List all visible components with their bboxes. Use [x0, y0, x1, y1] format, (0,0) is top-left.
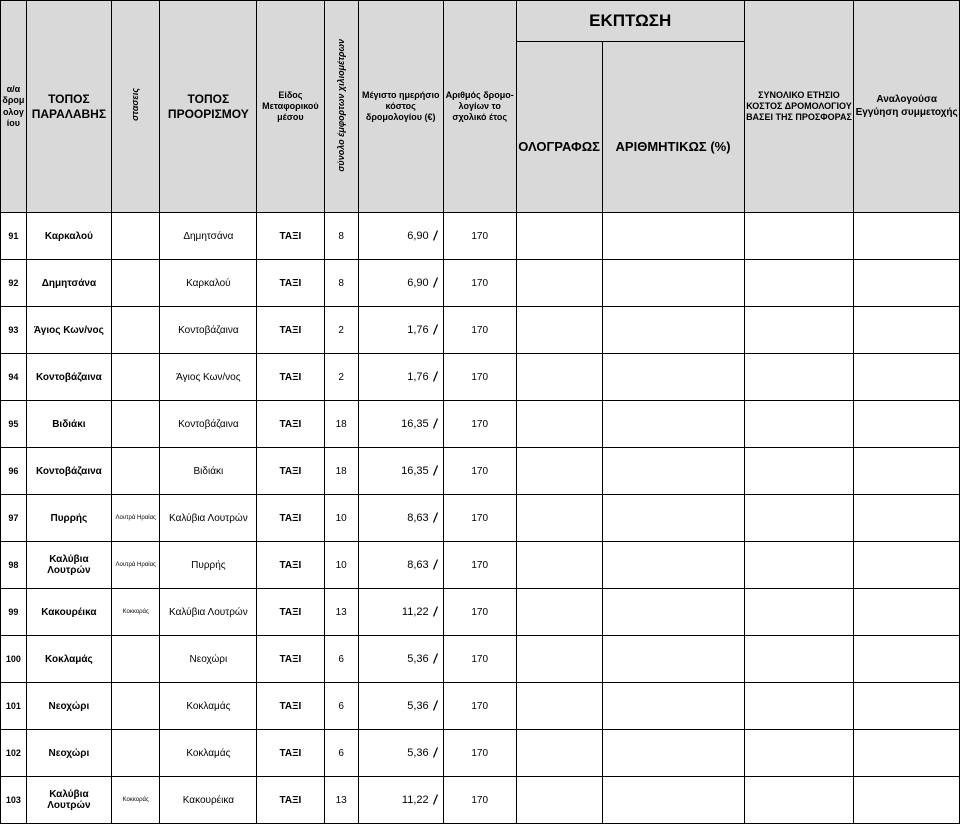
row-number-value: 96	[8, 466, 19, 476]
total-annual-cost-cell	[744, 307, 854, 354]
loaded-km-cell	[324, 777, 358, 824]
row-number-value: 94	[8, 372, 19, 382]
row-number-value: 103	[5, 795, 21, 805]
euro-icon	[432, 418, 439, 428]
euro-icon	[432, 700, 439, 710]
guarantee-cell	[854, 683, 960, 730]
discount-numeric-cell	[602, 542, 744, 589]
destination-value: Κοκλαμάς	[186, 700, 231, 712]
header-loaded-km-label: σύνολο έμφορτων χιλιομέτρων	[335, 38, 346, 172]
header-loaded-km	[324, 1, 358, 213]
stops-cell	[112, 495, 160, 542]
header-to-place: ΤΟΠΟΣ ΠΡΟΟΡΙΣΜΟΥ	[160, 1, 257, 213]
vehicle-type-cell	[257, 448, 324, 495]
vehicle-type-cell	[257, 636, 324, 683]
destination-value: Καλύβια Λουτρών	[169, 606, 248, 618]
destination-cell	[160, 260, 257, 307]
discount-words-cell	[516, 542, 602, 589]
pickup-place-cell	[26, 260, 111, 307]
euro-icon	[432, 747, 439, 757]
pickup-place-value: Καρκαλού	[44, 230, 93, 242]
stops-cell	[112, 354, 160, 401]
loaded-km-cell	[324, 542, 358, 589]
loaded-km-value: 13	[335, 794, 347, 806]
header-discount-numeric: ΑΡΙΘΜΗΤΙΚΩΣ (%)	[602, 42, 744, 213]
vehicle-type-cell	[257, 730, 324, 777]
pickup-place-cell	[26, 307, 111, 354]
route-days-value: 170	[471, 277, 489, 289]
vehicle-type-value: ΤΑΞΙ	[279, 559, 302, 571]
vehicle-type-cell	[257, 777, 324, 824]
max-daily-cost-cell	[358, 777, 443, 824]
discount-words-cell	[516, 448, 602, 495]
table-row	[1, 354, 960, 401]
max-daily-cost-cell	[358, 213, 443, 260]
vehicle-type-value: ΤΑΞΙ	[279, 277, 302, 289]
row-number-cell	[1, 401, 27, 448]
row-number-value: 99	[8, 607, 19, 617]
guarantee-cell	[854, 354, 960, 401]
destination-value: Νεοχώρι	[189, 653, 228, 665]
route-days-cell	[443, 401, 516, 448]
pickup-place-cell	[26, 636, 111, 683]
pickup-place-value: Νεοχώρι	[48, 700, 90, 712]
pickup-place-cell	[26, 495, 111, 542]
guarantee-cell	[854, 213, 960, 260]
loaded-km-value: 10	[335, 559, 347, 571]
vehicle-type-cell	[257, 542, 324, 589]
stops-value: Λουτρά Ηραίας	[115, 562, 156, 568]
route-days-value: 170	[471, 794, 489, 806]
row-number-value: 92	[8, 278, 19, 288]
discount-words-cell	[516, 401, 602, 448]
max-daily-cost-value: 5,36	[407, 747, 429, 759]
loaded-km-value: 10	[335, 512, 347, 524]
vehicle-type-value: ΤΑΞΙ	[279, 371, 302, 383]
route-days-value: 170	[471, 371, 489, 383]
pickup-place-value: Δημητσάνα	[41, 277, 97, 289]
euro-icon	[432, 371, 439, 381]
stops-cell	[112, 542, 160, 589]
total-annual-cost-cell	[744, 260, 854, 307]
max-daily-cost-cell	[358, 260, 443, 307]
euro-icon	[432, 230, 439, 240]
max-daily-cost-cell	[358, 542, 443, 589]
max-daily-cost-value: 11,22	[401, 606, 429, 618]
loaded-km-value: 8	[338, 230, 344, 242]
route-days-value: 170	[471, 700, 489, 712]
discount-numeric-cell	[602, 495, 744, 542]
euro-icon	[432, 465, 439, 475]
pickup-place-value: Καλύβια Λουτρών	[47, 554, 91, 576]
route-days-value: 170	[471, 747, 489, 759]
max-daily-cost-value: 6,90	[407, 277, 429, 289]
max-daily-cost-value: 1,76	[407, 371, 429, 383]
destination-value: Κοντοβάζαινα	[178, 418, 239, 430]
total-annual-cost-cell	[744, 401, 854, 448]
loaded-km-value: 8	[338, 277, 344, 289]
discount-words-cell	[516, 683, 602, 730]
loaded-km-cell	[324, 730, 358, 777]
discount-numeric-cell	[602, 260, 744, 307]
route-days-value: 170	[471, 606, 489, 618]
guarantee-cell	[854, 542, 960, 589]
vehicle-type-value: ΤΑΞΙ	[279, 606, 302, 618]
euro-icon	[432, 559, 439, 569]
destination-cell	[160, 542, 257, 589]
euro-icon	[432, 794, 439, 804]
route-days-value: 170	[471, 465, 489, 477]
destination-cell	[160, 213, 257, 260]
pickup-place-value: Κακουρέικα	[41, 606, 97, 618]
euro-icon	[432, 653, 439, 663]
max-daily-cost-value: 16,35	[401, 418, 429, 430]
vehicle-type-cell	[257, 589, 324, 636]
row-number-value: 98	[8, 560, 19, 570]
discount-numeric-cell	[602, 307, 744, 354]
destination-value: Καρκαλού	[186, 277, 231, 289]
destination-cell	[160, 354, 257, 401]
route-days-value: 170	[471, 559, 489, 571]
stops-cell	[112, 589, 160, 636]
guarantee-cell	[854, 589, 960, 636]
pickup-place-value: Κοντοβάζαινα	[35, 371, 102, 383]
vehicle-type-value: ΤΑΞΙ	[279, 653, 302, 665]
loaded-km-cell	[324, 260, 358, 307]
route-days-cell	[443, 589, 516, 636]
row-number-cell	[1, 307, 27, 354]
destination-cell	[160, 495, 257, 542]
table-row	[1, 683, 960, 730]
vehicle-type-cell	[257, 354, 324, 401]
loaded-km-value: 6	[338, 700, 344, 712]
loaded-km-cell	[324, 636, 358, 683]
header-vehicle-type: Είδος Μεταφορικού μέσου	[257, 1, 324, 213]
header-total-annual-cost: ΣΥΝΟΛΙΚΟ ΕΤΗΣΙΟ ΚΟΣΤΟΣ ΔΡΟΜΟΛΟΓΙΟΥ ΒΑΣΕΙ ΤΗΣ ΠΡΟΣΦΟΡΑΣ	[744, 1, 854, 213]
total-annual-cost-cell	[744, 777, 854, 824]
route-days-cell	[443, 354, 516, 401]
guarantee-cell	[854, 448, 960, 495]
vehicle-type-value: ΤΑΞΙ	[279, 747, 302, 759]
table-row	[1, 636, 960, 683]
max-daily-cost-value: 16,35	[401, 465, 429, 477]
max-daily-cost-cell	[358, 448, 443, 495]
pickup-place-value: Βιδιάκι	[52, 418, 86, 430]
table-row	[1, 777, 960, 824]
guarantee-cell	[854, 777, 960, 824]
row-number-cell	[1, 354, 27, 401]
total-annual-cost-cell	[744, 730, 854, 777]
table-row	[1, 260, 960, 307]
row-number-cell	[1, 448, 27, 495]
destination-cell	[160, 401, 257, 448]
route-days-cell	[443, 260, 516, 307]
max-daily-cost-value: 11,22	[401, 794, 429, 806]
vehicle-type-value: ΤΑΞΙ	[279, 324, 302, 336]
vehicle-type-cell	[257, 495, 324, 542]
destination-cell	[160, 448, 257, 495]
stops-cell	[112, 401, 160, 448]
route-days-value: 170	[471, 653, 489, 665]
discount-numeric-cell	[602, 401, 744, 448]
stops-cell	[112, 307, 160, 354]
loaded-km-value: 6	[338, 747, 344, 759]
discount-numeric-cell	[602, 777, 744, 824]
route-days-cell	[443, 448, 516, 495]
row-number-cell	[1, 542, 27, 589]
row-number-value: 102	[5, 748, 21, 758]
header-aa: α/α δρομ ολογ ίου	[1, 1, 27, 213]
pickup-place-cell	[26, 401, 111, 448]
pickup-place-cell	[26, 777, 111, 824]
discount-words-cell	[516, 213, 602, 260]
row-number-value: 101	[5, 701, 21, 711]
pickup-place-cell	[26, 683, 111, 730]
max-daily-cost-cell	[358, 589, 443, 636]
destination-cell	[160, 636, 257, 683]
route-days-value: 170	[471, 512, 489, 524]
header-stops-label: στασεις	[130, 88, 141, 122]
guarantee-cell	[854, 307, 960, 354]
pickup-place-value: Νεοχώρι	[48, 747, 90, 759]
total-annual-cost-cell	[744, 354, 854, 401]
pickup-place-value: Κοκλαμάς	[45, 653, 93, 665]
vehicle-type-cell	[257, 401, 324, 448]
discount-words-cell	[516, 730, 602, 777]
loaded-km-cell	[324, 589, 358, 636]
stops-cell	[112, 260, 160, 307]
destination-value: Κακουρέικα	[182, 794, 234, 806]
destination-cell	[160, 730, 257, 777]
vehicle-type-value: ΤΑΞΙ	[279, 700, 302, 712]
route-days-value: 170	[471, 418, 489, 430]
stops-cell	[112, 213, 160, 260]
destination-value: Κοκλαμάς	[186, 747, 231, 759]
euro-icon	[432, 512, 439, 522]
total-annual-cost-cell	[744, 448, 854, 495]
loaded-km-cell	[324, 495, 358, 542]
total-annual-cost-cell	[744, 683, 854, 730]
total-annual-cost-cell	[744, 495, 854, 542]
vehicle-type-value: ΤΑΞΙ	[279, 794, 302, 806]
destination-cell	[160, 589, 257, 636]
header-from-place: ΤΟΠΟΣ ΠΑΡΑΛΑΒΗΣ	[26, 1, 111, 213]
guarantee-cell	[854, 260, 960, 307]
euro-icon	[432, 606, 439, 616]
max-daily-cost-value: 1,76	[407, 324, 429, 336]
row-number-cell	[1, 260, 27, 307]
stops-value: Κοκκοράς	[122, 609, 149, 615]
stops-cell	[112, 777, 160, 824]
discount-words-cell	[516, 777, 602, 824]
euro-icon	[432, 277, 439, 287]
total-annual-cost-cell	[744, 636, 854, 683]
destination-value: Άγιος Κων/νος	[176, 371, 241, 383]
row-number-value: 95	[8, 419, 19, 429]
header-discount-words: ΟΛΟΓΡΑΦΩΣ	[516, 42, 602, 213]
row-number-value: 93	[8, 325, 19, 335]
row-number-value: 91	[8, 231, 19, 241]
max-daily-cost-cell	[358, 636, 443, 683]
max-daily-cost-cell	[358, 683, 443, 730]
table-row	[1, 589, 960, 636]
table-row	[1, 542, 960, 589]
row-number-value: 97	[8, 513, 19, 523]
pickup-place-value: Πυρρής	[50, 512, 88, 524]
guarantee-cell	[854, 730, 960, 777]
pickup-place-cell	[26, 448, 111, 495]
loaded-km-cell	[324, 307, 358, 354]
route-days-cell	[443, 636, 516, 683]
vehicle-type-value: ΤΑΞΙ	[279, 418, 302, 430]
destination-value: Καλύβια Λουτρών	[169, 512, 248, 524]
discount-numeric-cell	[602, 683, 744, 730]
stops-cell	[112, 448, 160, 495]
loaded-km-cell	[324, 354, 358, 401]
route-days-cell	[443, 542, 516, 589]
discount-words-cell	[516, 354, 602, 401]
max-daily-cost-value: 5,36	[407, 700, 429, 712]
row-number-value: 100	[5, 654, 21, 664]
route-days-value: 170	[471, 324, 489, 336]
loaded-km-value: 2	[338, 324, 344, 336]
stops-cell	[112, 730, 160, 777]
discount-numeric-cell	[602, 448, 744, 495]
table-row	[1, 730, 960, 777]
max-daily-cost-cell	[358, 730, 443, 777]
table-row	[1, 495, 960, 542]
pickup-place-cell	[26, 542, 111, 589]
loaded-km-value: 13	[335, 606, 347, 618]
row-number-cell	[1, 213, 27, 260]
pickup-place-value: Άγιος Κων/νος	[33, 324, 104, 336]
total-annual-cost-cell	[744, 213, 854, 260]
pickup-place-cell	[26, 730, 111, 777]
route-days-cell	[443, 730, 516, 777]
loaded-km-value: 18	[335, 465, 347, 477]
vehicle-type-value: ΤΑΞΙ	[279, 512, 302, 524]
loaded-km-value: 6	[338, 653, 344, 665]
header-discount: ΕΚΠΤΩΣΗ	[516, 1, 744, 42]
loaded-km-value: 2	[338, 371, 344, 383]
discount-numeric-cell	[602, 636, 744, 683]
euro-icon	[432, 324, 439, 334]
discount-words-cell	[516, 636, 602, 683]
vehicle-type-cell	[257, 213, 324, 260]
header-max-daily-cost: Μέγιστο ημερήσιο κόστος δρομολογίου (€)	[358, 1, 443, 213]
pickup-place-value: Καλύβια Λουτρών	[47, 789, 91, 811]
header-guarantee: Αναλογούσα Εγγύηση συμμετοχής	[854, 1, 960, 213]
destination-value: Πυρρής	[191, 559, 226, 571]
max-daily-cost-value: 6,90	[407, 230, 429, 242]
route-days-cell	[443, 495, 516, 542]
table-row	[1, 307, 960, 354]
max-daily-cost-cell	[358, 495, 443, 542]
max-daily-cost-cell	[358, 354, 443, 401]
discount-numeric-cell	[602, 589, 744, 636]
guarantee-cell	[854, 636, 960, 683]
loaded-km-cell	[324, 401, 358, 448]
pickup-place-cell	[26, 354, 111, 401]
header-route-days: Αριθμός δρομο-λογίων το σχολικό έτος	[443, 1, 516, 213]
discount-numeric-cell	[602, 213, 744, 260]
loaded-km-cell	[324, 448, 358, 495]
stops-cell	[112, 636, 160, 683]
row-number-cell	[1, 495, 27, 542]
table-row	[1, 448, 960, 495]
discount-words-cell	[516, 495, 602, 542]
destination-cell	[160, 777, 257, 824]
table-row	[1, 213, 960, 260]
pickup-place-cell	[26, 213, 111, 260]
max-daily-cost-value: 8,63	[407, 559, 429, 571]
loaded-km-cell	[324, 213, 358, 260]
discount-words-cell	[516, 260, 602, 307]
loaded-km-cell	[324, 683, 358, 730]
table-body	[1, 213, 960, 824]
discount-words-cell	[516, 589, 602, 636]
vehicle-type-value: ΤΑΞΙ	[279, 465, 302, 477]
destination-cell	[160, 307, 257, 354]
max-daily-cost-value: 8,63	[407, 512, 429, 524]
destination-value: Δημητσάνα	[183, 230, 234, 242]
max-daily-cost-value: 5,36	[407, 653, 429, 665]
row-number-cell	[1, 589, 27, 636]
guarantee-cell	[854, 401, 960, 448]
stops-value: Λουτρά Ηραίας	[115, 515, 156, 521]
vehicle-type-cell	[257, 307, 324, 354]
pickup-place-cell	[26, 589, 111, 636]
row-number-cell	[1, 730, 27, 777]
route-days-value: 170	[471, 230, 489, 242]
max-daily-cost-cell	[358, 401, 443, 448]
header-stops	[112, 1, 160, 213]
row-number-cell	[1, 636, 27, 683]
max-daily-cost-cell	[358, 307, 443, 354]
discount-numeric-cell	[602, 730, 744, 777]
destination-value: Κοντοβάζαινα	[178, 324, 239, 336]
pickup-place-value: Κοντοβάζαινα	[35, 465, 102, 477]
vehicle-type-value: ΤΑΞΙ	[279, 230, 302, 242]
discount-numeric-cell	[602, 354, 744, 401]
total-annual-cost-cell	[744, 542, 854, 589]
stops-cell	[112, 683, 160, 730]
row-number-cell	[1, 683, 27, 730]
stops-value: Κοκκοράς	[122, 797, 149, 803]
guarantee-cell	[854, 495, 960, 542]
table-row	[1, 401, 960, 448]
discount-words-cell	[516, 307, 602, 354]
vehicle-type-cell	[257, 260, 324, 307]
destination-cell	[160, 683, 257, 730]
route-days-cell	[443, 213, 516, 260]
total-annual-cost-cell	[744, 589, 854, 636]
route-days-cell	[443, 307, 516, 354]
loaded-km-value: 18	[335, 418, 347, 430]
vehicle-type-cell	[257, 683, 324, 730]
row-number-cell	[1, 777, 27, 824]
route-days-cell	[443, 683, 516, 730]
destination-value: Βιδιάκι	[193, 465, 224, 477]
route-days-cell	[443, 777, 516, 824]
